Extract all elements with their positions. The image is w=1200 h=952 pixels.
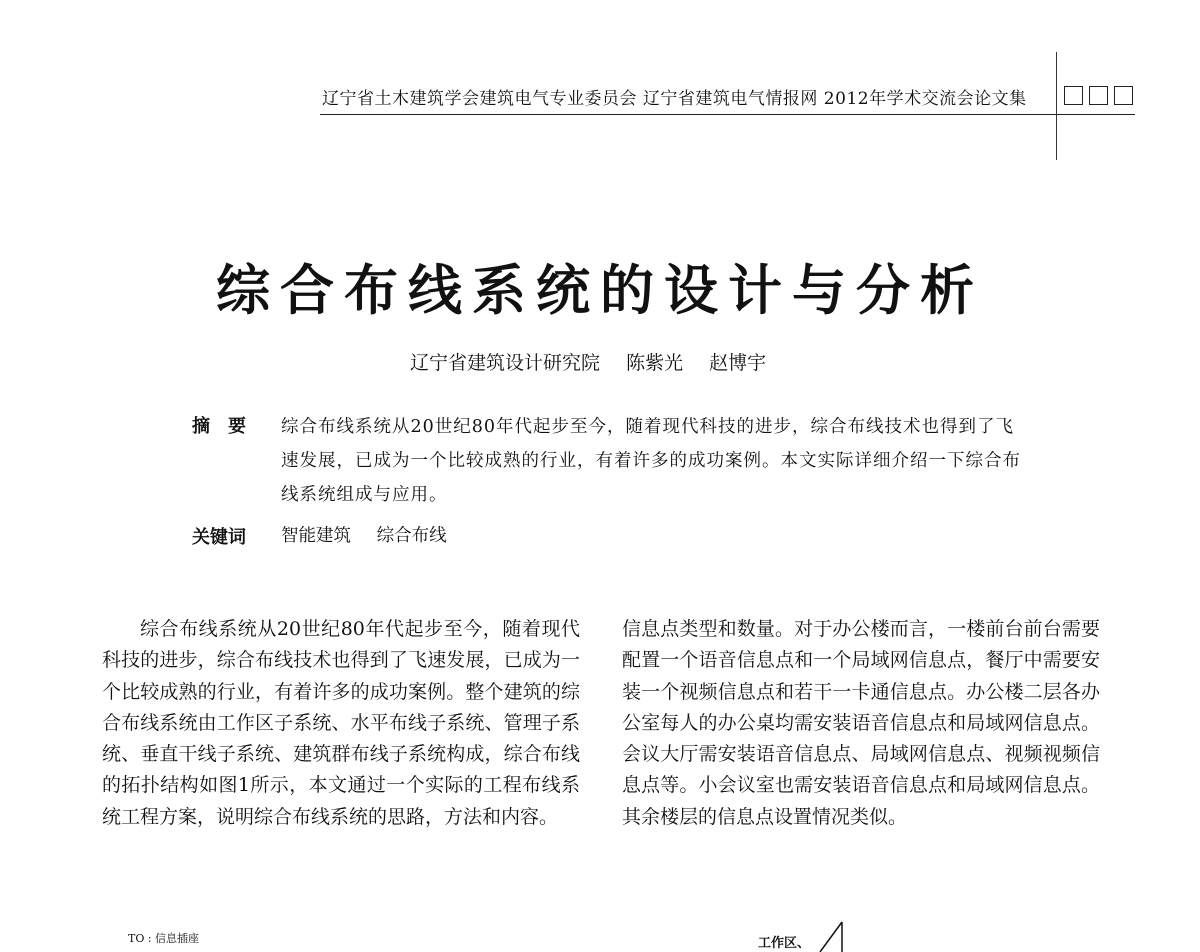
abstract-text: 综合布线系统从20世纪80年代起步至今，随着现代科技的进步，综合布线技术也得到了飞速发展，已成为一个比较成熟的行业，有着许多的成功案例。本文实际详细介绍一下综合布线系统组成与应用。	[281, 417, 1021, 505]
running-header: 辽宁省土木建筑学会建筑电气专业委员会 辽宁省建筑电气情报网 2012年学术交流会论文集	[322, 89, 1027, 109]
box-icon	[1114, 86, 1133, 105]
author-name: 陈紫光	[626, 352, 684, 374]
body-left-column: 综合布线系统从20世纪80年代起步至今，随着现代科技的进步，综合布线技术也得到了飞速发展，已成为一个比较成熟的行业，有着许多的成功案例。整个建筑的综合布线系统由工作区子系统、水平布线子系统、管理子系统、垂直干线子系统、建筑群布线子系统构成，综合布线的拓扑结构如图1所示，本文通过一个实际的工程布线系统工程方案，说明综合布线系统的思路，方法和内容。	[102, 618, 580, 828]
header-rule	[320, 114, 1135, 115]
box-icon	[1064, 86, 1083, 105]
keyword: 智能建筑	[281, 526, 351, 546]
figure-line	[792, 918, 852, 952]
paper-title: 综合布线系统的设计与分析	[216, 259, 984, 322]
keywords-label: 关键词	[192, 527, 246, 548]
abstract-label: 摘 要	[192, 416, 246, 437]
figure-fragment-left: TO : 信息插座	[128, 932, 200, 945]
box-icon	[1089, 86, 1108, 105]
keywords-list	[281, 522, 467, 547]
figure-label-work-area: 工作区、	[758, 936, 811, 951]
header-box-icons	[1064, 86, 1133, 105]
affiliation: 辽宁省建筑设计研究院	[410, 352, 601, 374]
author-line	[410, 348, 786, 375]
keyword: 综合布线	[376, 526, 447, 546]
body-right-column: 信息点类型和数量。对于办公楼而言，一楼前台前台需要配置一个语音信息点和一个局域网信息点，餐厅中需要安装一个视频信息点和若干一卡通信息点。办公楼二层各办公室每人的办公桌均需安装语音信息点和局域网信息点。会议大厅需安装语音信息点、局域网信息点、视频视频信息点等。小会议室也需安装语音信息点和局域网信息点。其余楼层的信息点设置情况类似。	[622, 618, 1100, 828]
author-name: 赵博宇	[709, 352, 767, 374]
header-vertical-rule	[1056, 52, 1057, 160]
